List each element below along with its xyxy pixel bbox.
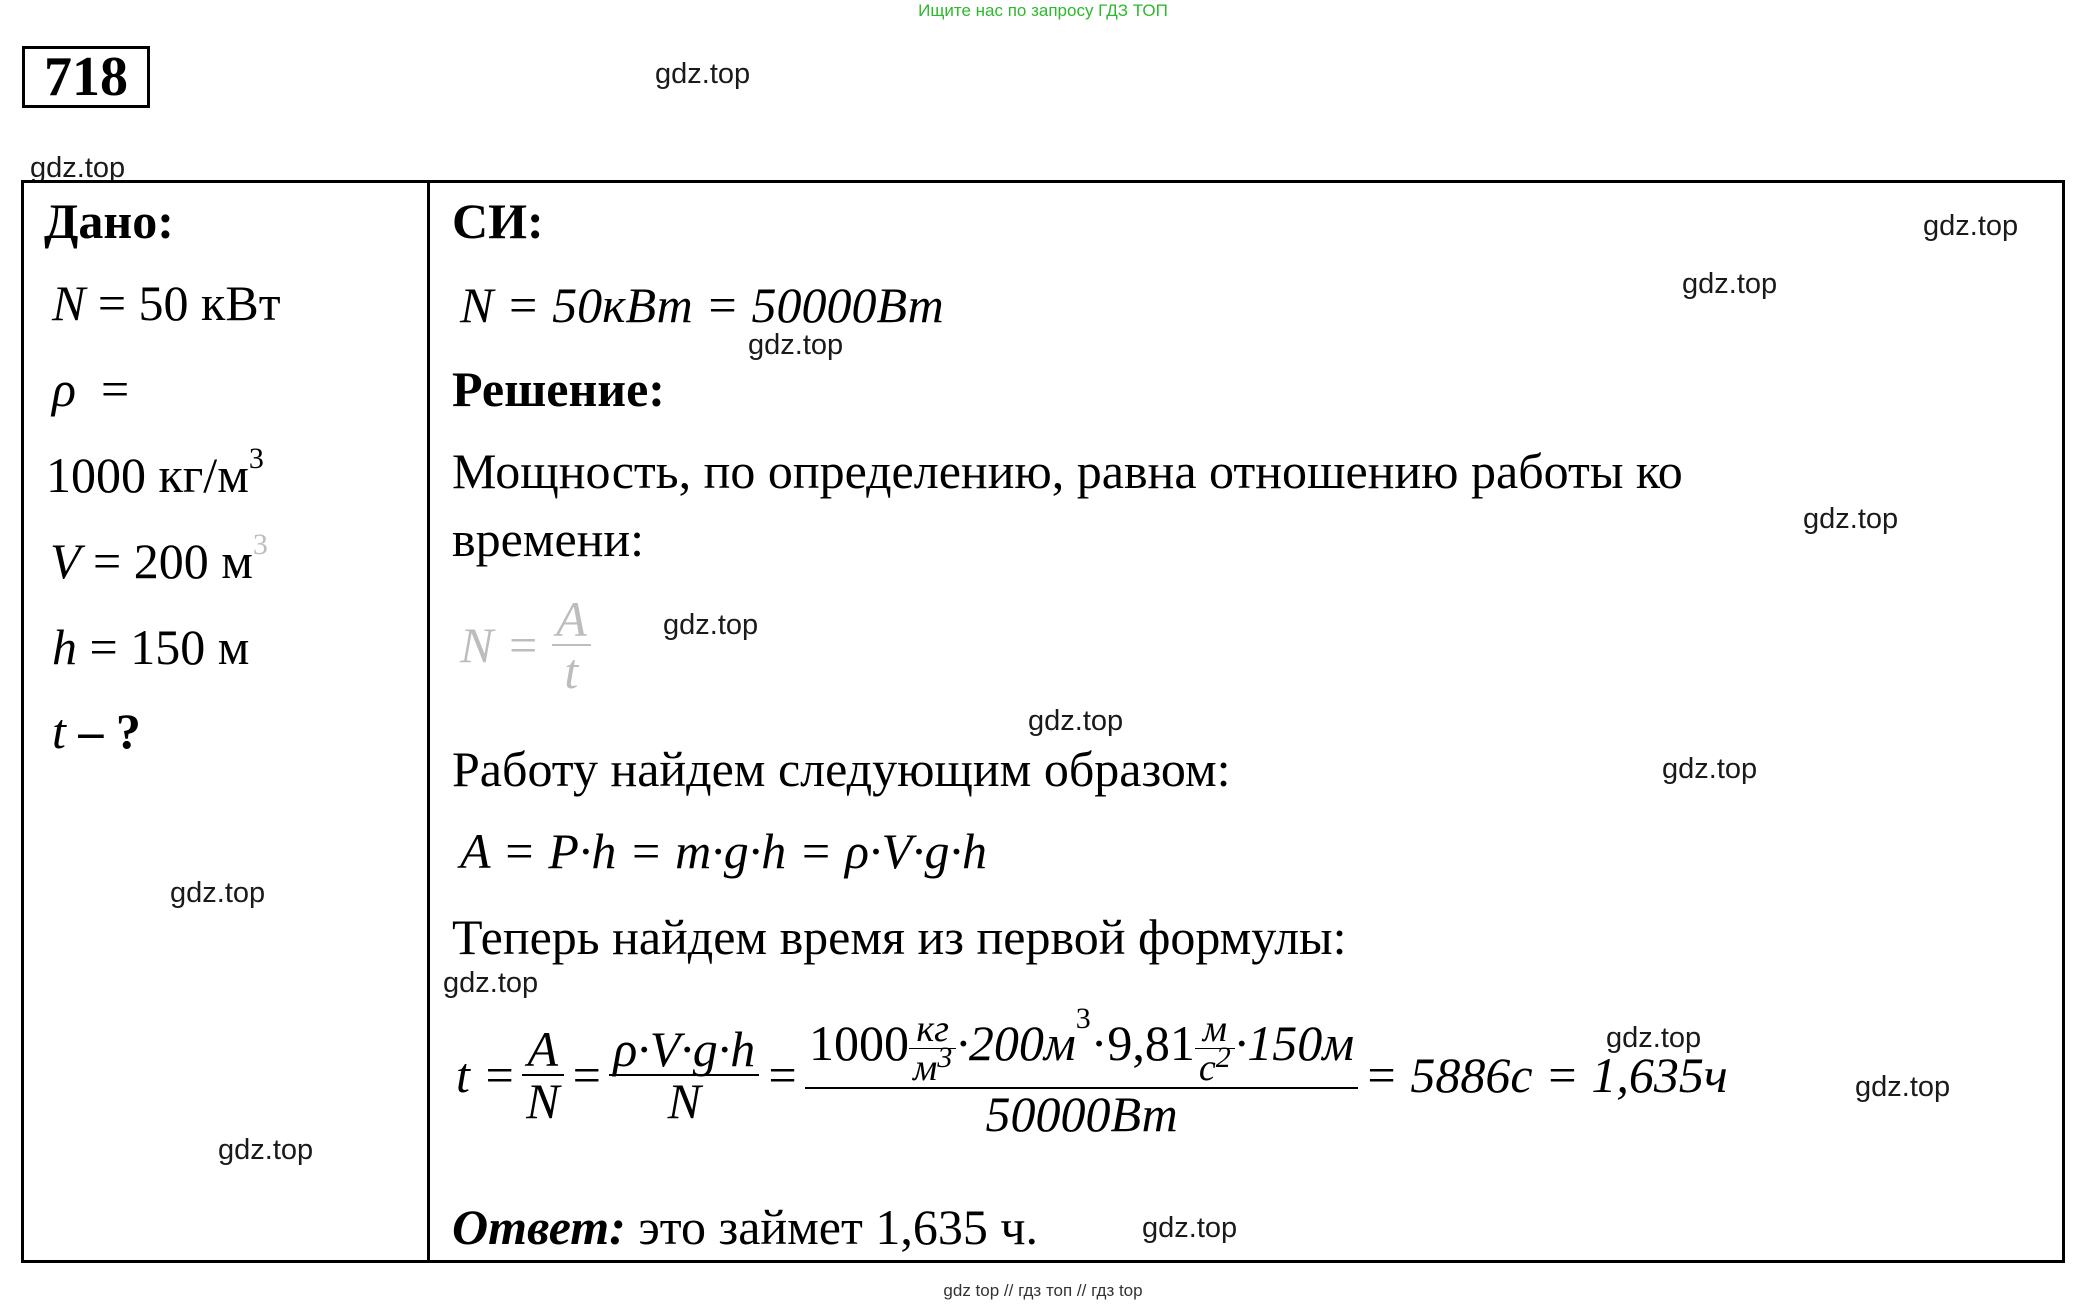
formula-time-den-1: N — [522, 1074, 563, 1126]
num-150m: ·150м — [1234, 1014, 1355, 1071]
unit-m-per-s2 — [1195, 1010, 1235, 1087]
num-1000: 1000 — [809, 1014, 910, 1071]
unit-m3 — [909, 1041, 956, 1089]
solution-header: Решение: — [452, 361, 665, 417]
unit-m: м — [1202, 1008, 1227, 1050]
unit-kg-per-m3 — [909, 1010, 956, 1087]
density-equals: = — [101, 361, 130, 417]
formula-time-eq-1: = — [569, 1046, 604, 1103]
unit-s2-base: с — [1198, 1047, 1216, 1089]
watermark: gdz.top — [748, 329, 844, 361]
watermark: gdz.top — [1028, 705, 1124, 737]
formula-power-denominator: t — [552, 644, 591, 696]
num-981: ·9,81 — [1090, 1014, 1195, 1071]
unit-s2 — [1195, 1041, 1235, 1089]
formula-power-def — [460, 591, 591, 699]
time-symbol: t — [52, 703, 66, 759]
formula-time-den-3: 50000Вт — [805, 1087, 1358, 1139]
watermark: gdz.top — [30, 152, 126, 184]
height-value: = 150 м — [89, 619, 250, 675]
solution-text-3: Теперь найдем время из первой формулы: — [452, 909, 1347, 965]
watermark: gdz.top — [1142, 1212, 1238, 1244]
formula-time-den-2: N — [609, 1074, 759, 1126]
unit-m3-base: м — [913, 1047, 938, 1089]
watermark: gdz.top — [1682, 268, 1778, 300]
task-number-box — [22, 46, 150, 108]
height-symbol: h — [52, 619, 77, 675]
power-symbol: N — [52, 275, 86, 331]
table-divider — [427, 180, 430, 1263]
watermark: gdz.top — [1923, 210, 2019, 242]
given-height — [52, 619, 250, 675]
num-200m3-exp: 3 — [1075, 1002, 1091, 1035]
solution-text-1: Мощность, по определению, равна отношению работы ко — [452, 443, 1683, 499]
formula-time-lhs: t = — [456, 1046, 517, 1103]
formula-time-num-2: ρ·V·g·h — [613, 1020, 756, 1077]
formula-time-num-3 — [805, 1002, 1358, 1089]
watermark: gdz.top — [1606, 1022, 1702, 1054]
formula-time-fraction-1 — [522, 1020, 563, 1129]
formula-work: A = P·h = m·g·h = ρ·V·g·h — [460, 823, 988, 879]
formula-time-eq-2: = — [765, 1046, 800, 1103]
formula-power-numerator: A — [556, 591, 587, 647]
volume-exponent: 3 — [252, 528, 268, 561]
si-header: СИ: — [452, 193, 544, 249]
given-power — [52, 275, 281, 331]
given-density-value — [46, 442, 264, 503]
bottom-banner-links[interactable]: gdz top // гдз топ // гдз top — [943, 1281, 1143, 1300]
num-200m3: ·200м — [956, 1014, 1076, 1071]
answer-label: Ответ: — [452, 1199, 626, 1255]
answer-line — [452, 1199, 1038, 1255]
density-symbol: ρ — [52, 361, 76, 417]
watermark: gdz.top — [1855, 1071, 1951, 1103]
watermark: gdz.top — [443, 967, 539, 999]
unit-kg: кг — [916, 1008, 949, 1050]
time-question: – ? — [78, 703, 141, 759]
watermark: gdz.top — [170, 877, 266, 909]
given-volume — [50, 528, 268, 589]
volume-value: = 200 м — [93, 533, 253, 589]
formula-time — [456, 1002, 1728, 1142]
task-number: 718 — [44, 46, 128, 108]
formula-time-num-1: A — [527, 1020, 559, 1077]
given-header: Дано: — [44, 193, 174, 249]
si-formula: N = 50кВт = 50000Вт — [460, 277, 944, 333]
solution-text-2: Работу найдем следующим образом: — [452, 741, 1231, 797]
formula-power-lhs: N = — [460, 617, 540, 673]
formula-time-fraction-3 — [805, 1002, 1358, 1142]
power-value: = 50 кВт — [97, 275, 281, 331]
formula-time-result: = 5886с = 1,635ч — [1364, 1046, 1728, 1103]
unit-s2-exp: 2 — [1215, 1041, 1231, 1074]
formula-power-fraction — [552, 591, 591, 699]
answer-text: это займет 1,635 ч. — [638, 1199, 1038, 1255]
top-banner-link[interactable]: Ищите нас по запросу ГДЗ ТОП — [918, 1, 1168, 20]
volume-symbol: V — [50, 533, 81, 589]
watermark: gdz.top — [218, 1134, 314, 1166]
given-density-label — [52, 361, 130, 417]
watermark: gdz.top — [655, 58, 751, 90]
watermark: gdz.top — [1803, 503, 1899, 535]
solution-text-1b: времени: — [452, 511, 645, 567]
density-exponent: 3 — [248, 442, 264, 475]
unit-m3-exp: 3 — [937, 1041, 953, 1074]
formula-time-fraction-2 — [609, 1020, 759, 1129]
given-unknown — [52, 703, 141, 759]
watermark: gdz.top — [663, 609, 759, 641]
watermark: gdz.top — [1662, 753, 1758, 785]
density-value: 1000 кг/м — [46, 447, 249, 503]
